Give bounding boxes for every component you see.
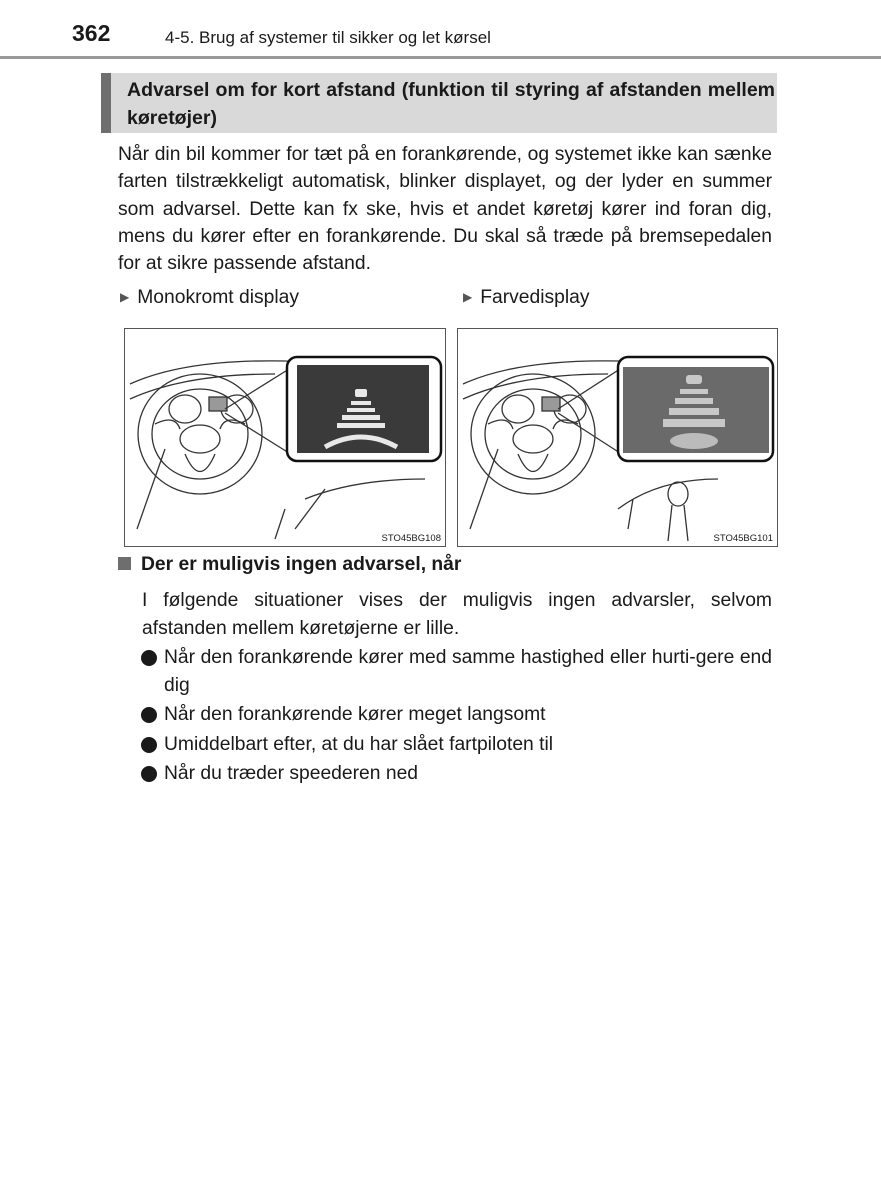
subsection-intro: I følgende situationer vises der muligvis ingen advarsler, selvom afstanden mellem køretøjerne er lille. (142, 590, 772, 639)
list-item (140, 760, 772, 788)
header-divider (0, 56, 881, 59)
color-label-text: Farvedisplay (480, 287, 590, 308)
bullet-dot-icon (141, 737, 157, 753)
bullet-dot-icon (141, 766, 157, 782)
section-title: Advarsel om for kort afstand (funktion til styring af afstanden mellem køretøjer) (127, 79, 775, 129)
figure-color-display (457, 328, 778, 547)
list-item (140, 644, 772, 699)
figure-code: STO45BG108 (381, 533, 441, 544)
list-item (140, 701, 772, 729)
list-item-text: Når du træder speederen ned (164, 763, 419, 784)
page-number: 362 (72, 20, 111, 46)
square-bullet-icon (118, 557, 131, 570)
bullet-dot-icon (141, 707, 157, 723)
list-item-text: Når den forankørende kører med samme hastighed eller hurti-gere end dig (164, 647, 772, 696)
triangle-bullet-icon: ▶ (463, 290, 473, 304)
figure-monochrome-display (124, 328, 446, 547)
figure-label-monochrome (120, 287, 299, 309)
figure-label-color (463, 287, 590, 309)
section-body-text: Når din bil kommer for tæt på en forankørende, og systemet ikke kan sænke farten tilstrækkeligt automatisk, blinker displayet, og der lyder en summer som advarsel. Dette kan fx ske, hvis et andet køretøj kører ind foran dig, mens du kører efter en forankørende. Du skal så træde på bremsepedalen for at sikre passende afstand. (118, 144, 772, 275)
list-item (140, 731, 772, 759)
triangle-bullet-icon: ▶ (120, 290, 130, 304)
dashboard-illustration (125, 329, 445, 546)
list-item-text: Når den forankørende kører meget langsomt (164, 704, 546, 725)
chapter-title: 4-5. Brug af systemer til sikker og let kørsel (165, 28, 491, 47)
bullet-list (140, 644, 772, 790)
bullet-dot-icon (141, 650, 157, 666)
list-item-text: Umiddelbart efter, at du har slået fartpiloten til (164, 733, 554, 755)
figure-code: STO45BG101 (713, 533, 773, 544)
subsection-heading (118, 554, 461, 576)
dashboard-illustration (458, 329, 777, 546)
monochrome-label-text: Monokromt display (137, 287, 300, 308)
section-heading-box (101, 73, 777, 133)
subsection-title: Der er muligvis ingen advarsel, når (141, 554, 462, 575)
